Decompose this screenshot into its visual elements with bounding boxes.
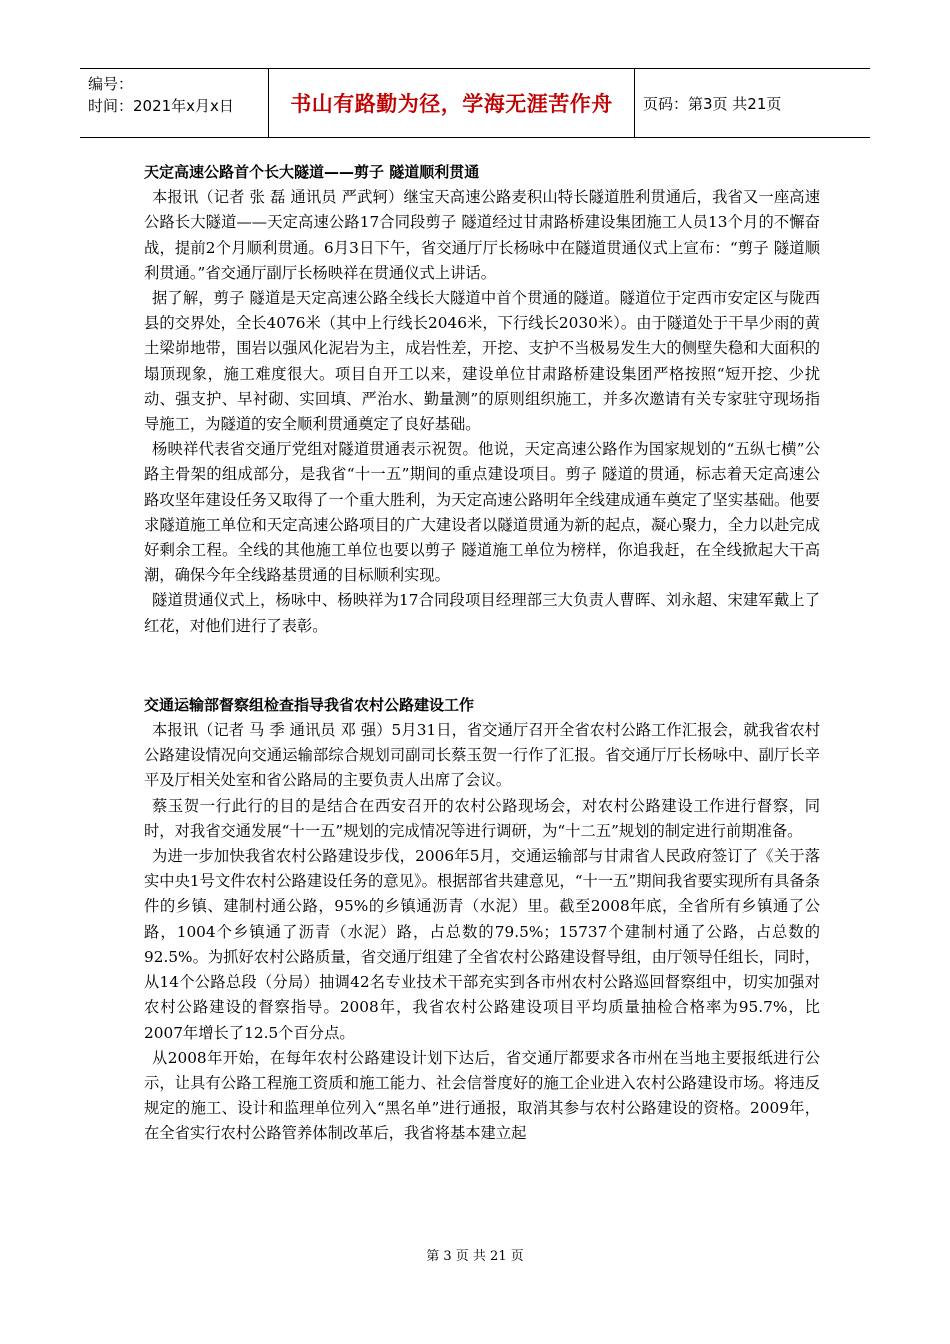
article-rural-roads: [144, 693, 820, 1147]
footer-page-number: 第 3 页 共 21 页: [426, 1249, 524, 1264]
document-time-label: 时间：2021年x月x日: [88, 97, 234, 115]
article-paragraph: 本报讯（记者 张 磊 通讯员 严武轲）继宝天高速公路麦积山特长隧道胜利贯通后，我省又一座高速公路长大隧道——天定高速公路17合同段剪子 隧道经过甘肃路桥建设集团施工人员13个月的不懈奋战，提前2个月顺利贯通。6月3日下午，省交通厅厅长杨咏中在隧道贯通仪式上宣布：“剪子 隧道顺利贯通。”省交通厅副厅长杨映祥在贯通仪式上讲话。: [144, 188, 820, 282]
header-motto: 书山有路勤为径，学海无涯苦作舟: [290, 92, 613, 116]
article-paragraph: 本报讯（记者 马 季 通讯员 邓 强）5月31日，省交通厅召开全省农村公路工作汇报会，就我省农村公路建设情况向交通运输部综合规划司副司长蔡玉贺一行作了汇报。省交通厅厅长杨咏中、副厅长辛平及厅相关处室和省公路局的主要负责人出席了会议。: [144, 721, 820, 790]
article-paragraph: 杨映祥代表省交通厅党组对隧道贯通表示祝贺。他说，天定高速公路作为国家规划的“五纵七横”公路主骨架的组成部分，是我省“十一五”期间的重点建设项目。剪子 隧道的贯通，标志着天定高速公路攻坚年建设任务又取得了一个重大胜利，为天定高速公路明年全线建成通车奠定了坚实基础。他要求隧道施工单位和天定高速公路项目的广大建设者以隧道贯通为新的起点，凝心聚力，全力以赴完成好剩余工程。全线的其他施工单位也要以剪子 隧道施工单位为榜样，你追我赶，在全线掀起大干高潮，确保今年全线路基贯通的目标顺利实现。: [144, 440, 820, 585]
article-paragraph: 隧道贯通仪式上，杨咏中、杨映祥为17合同段项目经理部三大负责人曹晖、刘永超、宋建军戴上了红花，对他们进行了表彰。: [144, 591, 820, 635]
article-tunnel: [144, 160, 820, 639]
article-paragraph: 蔡玉贺一行此行的目的是结合在西安召开的农村公路现场会，对农村公路建设工作进行督察，同时，对我省交通发展“十一五”规划的完成情况等进行调研，为“十二五”规划的制定进行前期准备。: [144, 796, 820, 840]
section-spacer: [144, 639, 820, 693]
document-number-label: 编号：: [88, 75, 134, 93]
page-footer: [0, 1245, 950, 1264]
article-paragraph: 为进一步加快我省农村公路建设步伐，2006年5月，交通运输部与甘肃省人民政府签订了《关于落实中央1号文件农村公路建设任务的意见》。根据部省共建意见，“十一五”期间我省要实现所有具备条件的乡镇、建制村通公路，95%的乡镇通沥青（水泥）里。截至2008年底，全省所有乡镇通了公路，1004个乡镇通了沥青（水泥）路，占总数的79.5%；15737个建制村通了公路，占总数的92.5%。为抓好农村公路质量，省交通厅组建了全省农村公路建设督导组，由厅领导任组长，同时，从14个公路总段（分局）抽调42名专业技术干部充实到各市州农村公路巡回督察组中，切实加强对农村公路建设的督察指导。2008年，我省农村公路建设项目平均质量抽检合格率为95.7%，比2007年增长了12.5个百分点。: [144, 847, 820, 1042]
header-page-cell: [635, 69, 870, 137]
article-title: 天定高速公路首个长大隧道——剪子 隧道顺利贯通: [144, 163, 480, 181]
document-body: [144, 160, 820, 1147]
article-paragraph: 据了解，剪子 隧道是天定高速公路全线长大隧道中首个贯通的隧道。隧道位于定西市安定区与陇西县的交界处，全长4076米（其中上行线长2046米，下行线长2030米）。由于隧道处于干旱少雨的黄土梁峁地带，围岩以强风化泥岩为主，成岩性差，开挖、支护不当极易发生大的侧壁失稳和大面积的塌顶现象，施工难度很大。项目自开工以来，建设单位甘肃路桥建设集团严格按照“短开挖、少扰动、强支护、早衬砌、实回填、严治水、勤量测”的原则组织施工，并多次邀请有关专家驻守现场指导施工，为隧道的安全顺利贯通奠定了良好基础。: [144, 289, 820, 434]
header-page-number: 页码：第3页 共21页: [643, 94, 782, 113]
page-header: [80, 68, 870, 138]
article-title: 交通运输部督察组检查指导我省农村公路建设工作: [144, 695, 475, 714]
header-motto-cell: [269, 69, 635, 137]
article-paragraph: 从2008年开始，在每年农村公路建设计划下达后，省交通厅都要求各市州在当地主要报纸进行公示，让具有公路工程施工资质和施工能力、社会信誉度好的施工企业进入农村公路建设市场。将违反规定的施工、设计和监理单位列入“黑名单”进行通报，取消其参与农村公路建设的资格。2009年，在全省实行农村公路管养体制改革后，我省将基本建立起: [144, 1048, 820, 1143]
header-meta: [80, 69, 269, 137]
